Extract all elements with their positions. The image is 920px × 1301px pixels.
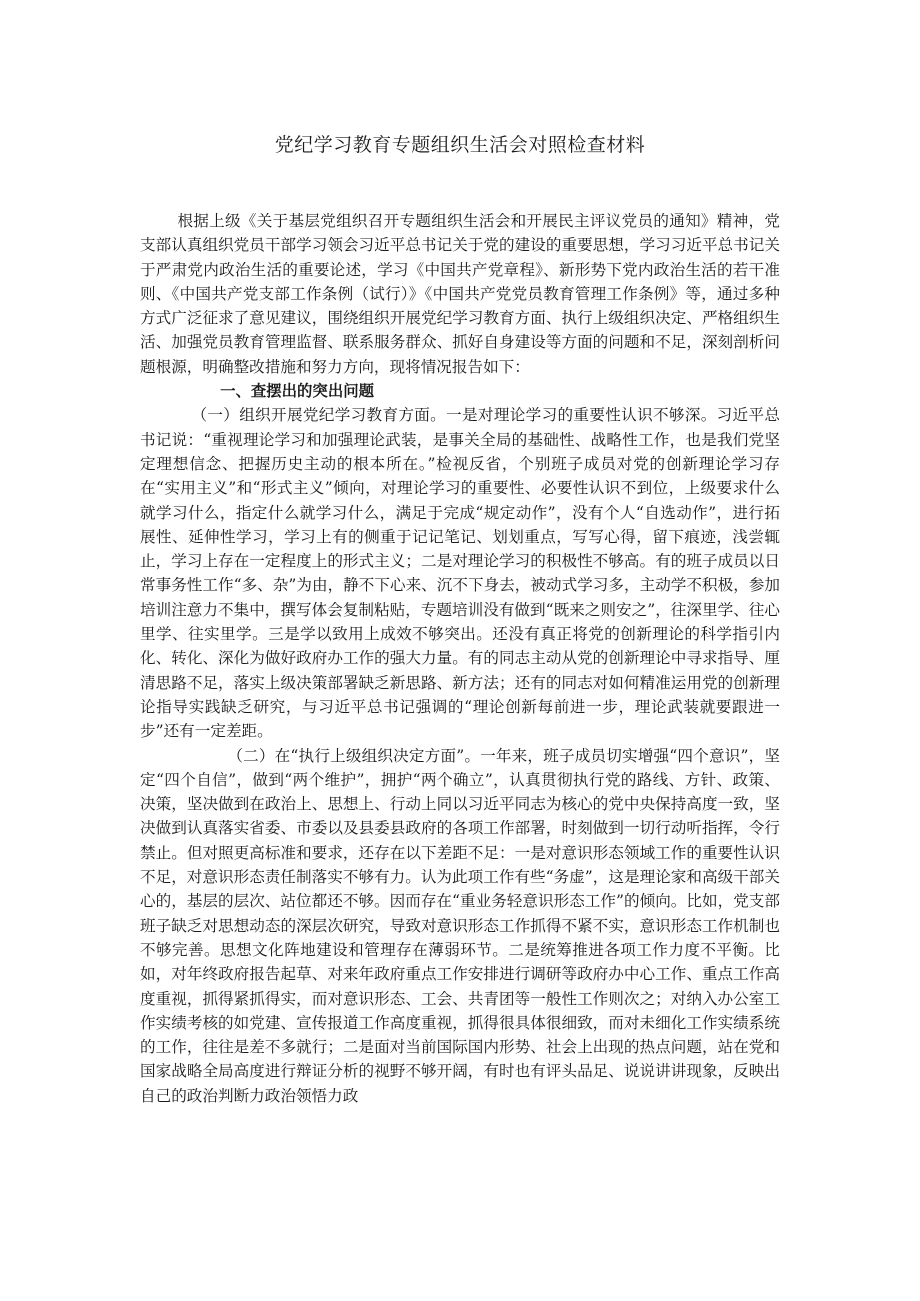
paragraph-2: （二）在“执行上级组织决定方面”。一年来，班子成员切实增强“四个意识”，坚定“四个自信”，做到“两个维护”，拥护“两个确立”，认真贯彻执行党的路线、方针、政策、决策，坚决做到在政治上、思想上、行动上同以习近平同志为核心的党中央保持高度一致，坚决做到认真落实省委、市委以及县委县政府的各项工作部署，时刻做到一切行动听指挥，令行禁止。但对照更高标准和要求，还存在以下差距不足：一是对意识形态领域工作的重要性认识不足，对意识形态责任制落实不够有力。认为此项工作有些“务虚”，这是理论家和高级干部关心的，基层的层次、站位都还不够。因而存在“重业务轻意识形态工作”的倾向。比如，党支部班子缺乏对思想动态的深层次研究，导致对意识形态工作抓得不紧不实，意识形态工作机制也不够完善。思想文化阵地建设和管理存在薄弱环节。二是统筹推进各项工作力度不平衡。比如，对年终政府报告起草、对来年政府重点工作安排进行调研等政府办中心工作、重点工作高度重视，抓得紧抓得实，而对意识形态、工会、共青团等一般性工作则次之；对纳入办公室工作实绩考核的如党建、宣传报道工作高度重视，抓得很具体很细致，而对未细化工作实绩系统的工作，往往是差不多就行；二是面对当前国际国内形势、社会上出现的热点问题，站在党和国家战略全局高度进行辩证分析的视野不够开阔，有时也有评头品足、说说讲讲现象，反映出自己的政治判断力政治领悟力政 [140,746,780,1105]
document-body [140,209,780,1108]
document-title: 党纪学习教育专题组织生活会对照检查材料 [274,134,646,156]
intro-paragraph: 根据上级《关于基层党组织召开专题组织生活会和开展民主评议党员的通知》精神，党支部认真组织党员干部学习领会习近平总书记关于党的建设的重要思想，学习习近平总书记关于严肃党内政治生活的重要论述，学习《中国共产党章程》、新形势下党内政治生活的若干准则、《中国共产党支部工作条例（试行）》《中国共产党党员教育管理工作条例》等，通过多种方式广泛征求了意见建议，围绕组织开展党纪学习教育方面、执行上级组织决定、严格组织生活、加强党员教育管理监督、联系服务群众、抓好自身建设等方面的问题和不足，深刻剖析问题根源，明确整改措施和努力方向，现将情况报告如下： [140,212,780,376]
section-heading-1: 一、查摆出的突出问题 [220,382,374,401]
paragraph-1: （一）组织开展党纪学习教育方面。一是对理论学习的重要性认识不够深。习近平总书记说：“重视理论学习和加强理论武装，是事关全局的基础性、战略性工作，也是我们党坚定理想信念、把握历史主动的根本所在。”检视反省，个别班子成员对党的创新理论学习存在“实用主义”和“形式主义”倾向，对理论学习的重要性、必要性认识不到位，上级要求什么就学习什么，指定什么就学习什么，满足于完成“规定动作”，没有个人“自选动作”，进行拓展性、延伸性学习，学习上有的侧重于记记笔记、划划重点，写写心得，留下痕迹，浅尝辄止，学习上存在一定程度上的形式主义；二是对理论学习的积极性不够高。有的班子成员以日常事务性工作“多、杂”为由，静不下心来、沉不下身去，被动式学习多，主动学不积极，参加培训注意力不集中，撰写体会复制粘贴，专题培训没有做到“既来之则安之”，往深里学、往心里学、往实里学。三是学以致用上成效不够突出。还没有真正将党的创新理论的科学指引内化、转化、深化为做好政府办工作的强大力量。有的同志主动从党的创新理论中寻求指导、厘清思路不足，落实上级决策部署缺乏新思路、新方法；还有的同志对如何精准运用党的创新理论指导实践缺乏研究，与习近平总书记强调的“理论创新每前进一步，理论武装就要跟进一步”还有一定差距。 [140,406,780,741]
